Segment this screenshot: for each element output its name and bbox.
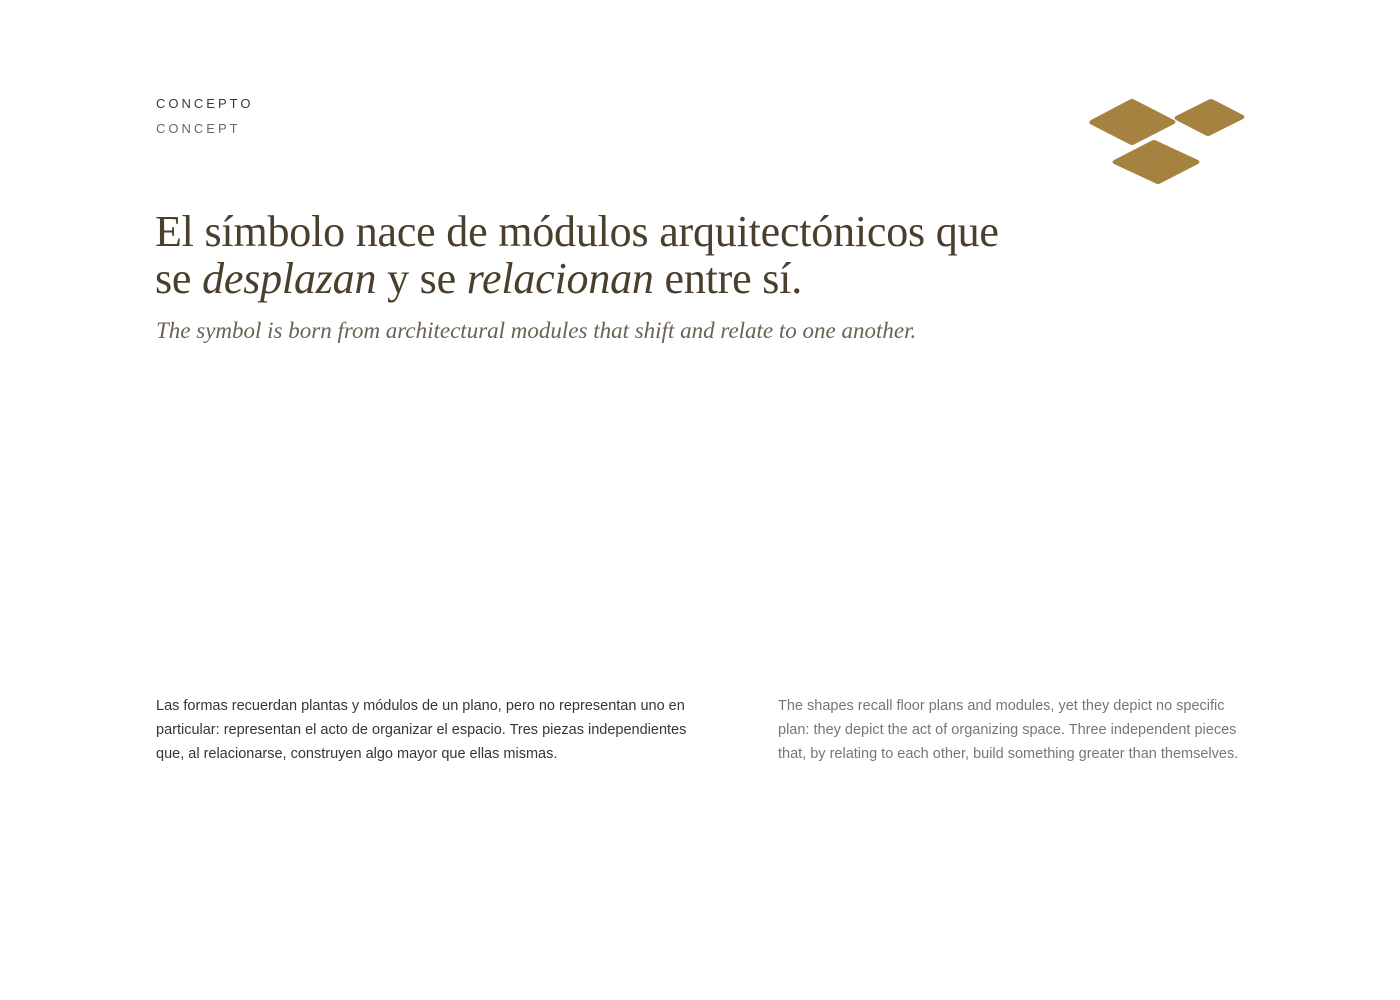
section-eyebrow <box>156 96 253 137</box>
logo-module-bottom <box>1113 140 1200 184</box>
logo-module-top-left <box>1089 99 1175 145</box>
headline-text-3: entre sí. <box>653 254 803 303</box>
logo-module-top-right <box>1175 99 1245 136</box>
body-paragraph-es: Las formas recuerdan plantas y módulos de un plano, pero no representan uno en particular: representan el acto de organizar el espacio. Tres piezas independientes que, al relacionarse, construyen algo mayor que ellas mismas. <box>156 698 687 762</box>
headline <box>155 208 1015 302</box>
section-label-es: CONCEPTO <box>156 96 254 111</box>
headline-emphasis-1: desplazan <box>202 254 377 303</box>
modular-symbol-icon <box>1088 98 1246 188</box>
headline-text-2: y se <box>376 254 467 303</box>
subheadline-en: The symbol is born from architectural modules that shift and relate to one another. <box>156 318 917 343</box>
body-paragraph-en: The shapes recall floor plans and modules, yet they depict no specific plan: they depict the act of organizing space. Three independent pieces that, by relating to each other, build something greater than themselves. <box>778 698 1239 762</box>
headline-text-1: El símbolo nace de módulos arquitectónicos que se <box>155 207 999 303</box>
headline-emphasis-2: relacionan <box>466 254 654 303</box>
section-label-en: CONCEPT <box>156 121 241 136</box>
